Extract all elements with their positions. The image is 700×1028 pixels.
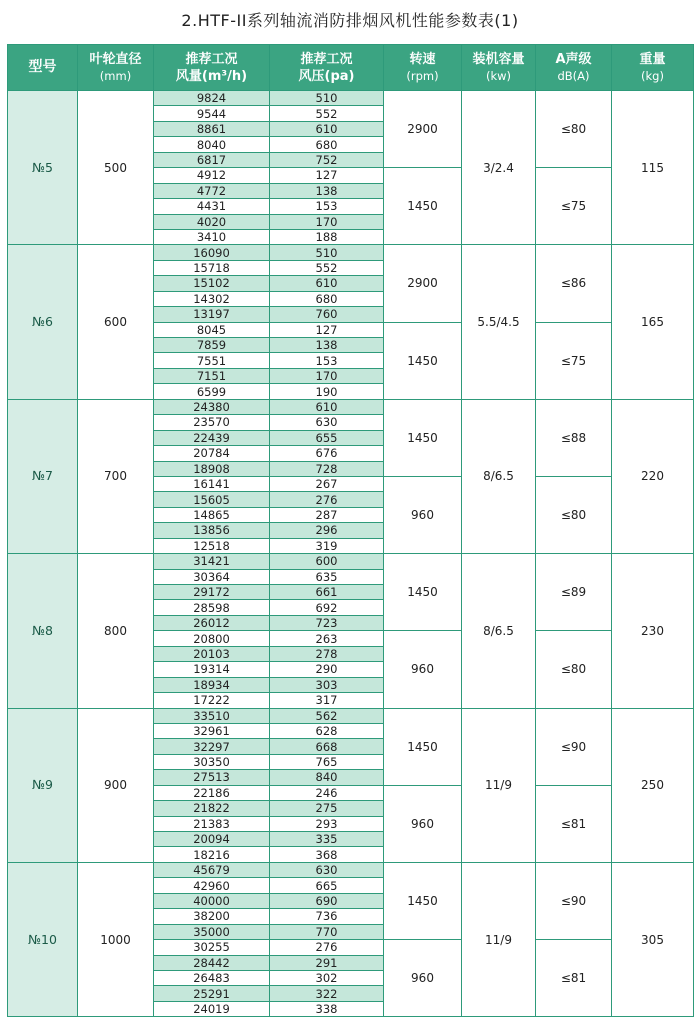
- flow-cell: 14302: [154, 291, 270, 306]
- header-weight: [612, 45, 694, 91]
- header-power: [462, 45, 536, 91]
- pressure-cell: 630: [270, 862, 384, 877]
- flow-cell: 13856: [154, 523, 270, 538]
- table-row: [8, 245, 694, 260]
- flow-cell: 20103: [154, 646, 270, 661]
- pressure-cell: 630: [270, 415, 384, 430]
- flow-cell: 28442: [154, 955, 270, 970]
- flow-cell: 8040: [154, 137, 270, 152]
- pressure-cell: 765: [270, 754, 384, 769]
- pressure-cell: 562: [270, 708, 384, 723]
- flow-cell: 15605: [154, 492, 270, 507]
- speed-cell: 960: [384, 785, 462, 862]
- pressure-cell: 293: [270, 816, 384, 831]
- noise-cell: ≤80: [536, 91, 612, 168]
- noise-cell: ≤80: [536, 631, 612, 708]
- speed-cell: 960: [384, 631, 462, 708]
- header-flow: [154, 45, 270, 91]
- flow-cell: 18908: [154, 461, 270, 476]
- flow-cell: 13197: [154, 307, 270, 322]
- flow-cell: 7859: [154, 338, 270, 353]
- noise-cell: ≤88: [536, 399, 612, 476]
- power-cell: 5.5/4.5: [462, 245, 536, 399]
- noise-cell: ≤80: [536, 476, 612, 553]
- flow-cell: 7151: [154, 368, 270, 383]
- flow-cell: 45679: [154, 862, 270, 877]
- flow-cell: 42960: [154, 878, 270, 893]
- pressure-cell: 317: [270, 693, 384, 708]
- flow-cell: 26012: [154, 615, 270, 630]
- speed-cell: 960: [384, 476, 462, 553]
- flow-cell: 17222: [154, 693, 270, 708]
- pressure-cell: 510: [270, 91, 384, 106]
- speed-cell: 2900: [384, 245, 462, 322]
- pressure-cell: 319: [270, 538, 384, 553]
- pressure-cell: 276: [270, 940, 384, 955]
- pressure-cell: 610: [270, 121, 384, 136]
- flow-cell: 7551: [154, 353, 270, 368]
- header-flow-label: 推荐工况: [185, 51, 238, 67]
- flow-cell: 8045: [154, 322, 270, 337]
- header-power-label: 装机容量: [472, 51, 525, 67]
- header-weight-label: 重量: [639, 51, 666, 67]
- pressure-cell: 303: [270, 677, 384, 692]
- flow-cell: 4431: [154, 199, 270, 214]
- flow-cell: 6599: [154, 384, 270, 399]
- pressure-cell: 246: [270, 785, 384, 800]
- table-row: [8, 554, 694, 569]
- table-row: [8, 708, 694, 723]
- flow-cell: 22439: [154, 430, 270, 445]
- pressure-cell: 676: [270, 446, 384, 461]
- speed-cell: 1450: [384, 862, 462, 939]
- power-cell: 8/6.5: [462, 399, 536, 553]
- pressure-cell: 170: [270, 368, 384, 383]
- pressure-cell: 728: [270, 461, 384, 476]
- speed-cell: 1450: [384, 322, 462, 399]
- noise-cell: ≤86: [536, 245, 612, 322]
- pressure-cell: 655: [270, 430, 384, 445]
- flow-cell: 15718: [154, 260, 270, 275]
- pressure-cell: 291: [270, 955, 384, 970]
- speed-cell: 960: [384, 940, 462, 1017]
- page-title: 2.HTF-II系列轴流消防排烟风机性能参数表(1): [181, 11, 519, 30]
- flow-cell: 21822: [154, 801, 270, 816]
- header-model: [8, 45, 78, 91]
- flow-cell: 25291: [154, 986, 270, 1001]
- pressure-cell: 276: [270, 492, 384, 507]
- header-row: [8, 45, 694, 91]
- diameter-cell: 800: [78, 554, 154, 708]
- table-row: [8, 399, 694, 414]
- header-noise-unit: dB(A): [557, 68, 590, 83]
- pressure-cell: 610: [270, 276, 384, 291]
- model-cell: №5: [8, 91, 78, 245]
- table-row: [8, 862, 694, 877]
- header-noise-label: A声级: [555, 51, 592, 67]
- pressure-cell: 665: [270, 878, 384, 893]
- flow-cell: 21383: [154, 816, 270, 831]
- pressure-cell: 552: [270, 260, 384, 275]
- flow-cell: 22186: [154, 785, 270, 800]
- noise-cell: ≤90: [536, 708, 612, 785]
- pressure-cell: 723: [270, 615, 384, 630]
- pressure-cell: 267: [270, 476, 384, 491]
- flow-cell: 40000: [154, 893, 270, 908]
- pressure-cell: 275: [270, 801, 384, 816]
- flow-cell: 30350: [154, 754, 270, 769]
- model-cell: №6: [8, 245, 78, 399]
- pressure-cell: 296: [270, 523, 384, 538]
- pressure-cell: 127: [270, 168, 384, 183]
- pressure-cell: 661: [270, 585, 384, 600]
- header-flow-sub: 风量(m³/h): [175, 68, 248, 84]
- header-power-unit: (kw): [485, 68, 512, 83]
- flow-cell: 8861: [154, 121, 270, 136]
- pressure-cell: 287: [270, 507, 384, 522]
- pressure-cell: 770: [270, 924, 384, 939]
- flow-cell: 24380: [154, 399, 270, 414]
- flow-cell: 14865: [154, 507, 270, 522]
- pressure-cell: 302: [270, 970, 384, 985]
- flow-cell: 33510: [154, 708, 270, 723]
- flow-cell: 12518: [154, 538, 270, 553]
- speed-cell: 1450: [384, 554, 462, 631]
- flow-cell: 15102: [154, 276, 270, 291]
- pressure-cell: 552: [270, 106, 384, 121]
- model-cell: №10: [8, 862, 78, 1016]
- flow-cell: 16141: [154, 476, 270, 491]
- speed-cell: 1450: [384, 168, 462, 245]
- flow-cell: 35000: [154, 924, 270, 939]
- flow-cell: 28598: [154, 600, 270, 615]
- pressure-cell: 680: [270, 137, 384, 152]
- header-diameter-label: 叶轮直径: [89, 51, 142, 67]
- flow-cell: 29172: [154, 585, 270, 600]
- flow-cell: 4912: [154, 168, 270, 183]
- pressure-cell: 668: [270, 739, 384, 754]
- diameter-cell: 900: [78, 708, 154, 862]
- pressure-cell: 752: [270, 152, 384, 167]
- table-row: [8, 91, 694, 106]
- header-pressure-label: 推荐工况: [300, 51, 353, 67]
- model-cell: №7: [8, 399, 78, 553]
- pressure-cell: 138: [270, 338, 384, 353]
- flow-cell: 20784: [154, 446, 270, 461]
- flow-cell: 23570: [154, 415, 270, 430]
- header-speed-label: 转速: [409, 51, 436, 67]
- pressure-cell: 290: [270, 662, 384, 677]
- pressure-cell: 127: [270, 322, 384, 337]
- diameter-cell: 500: [78, 91, 154, 245]
- weight-cell: 250: [612, 708, 694, 862]
- header-pressure-sub: 风压(pa): [298, 68, 355, 84]
- power-cell: 3/2.4: [462, 91, 536, 245]
- flow-cell: 30255: [154, 940, 270, 955]
- pressure-cell: 138: [270, 183, 384, 198]
- flow-cell: 19314: [154, 662, 270, 677]
- diameter-cell: 700: [78, 399, 154, 553]
- pressure-cell: 610: [270, 399, 384, 414]
- flow-cell: 9544: [154, 106, 270, 121]
- weight-cell: 115: [612, 91, 694, 245]
- pressure-cell: 510: [270, 245, 384, 260]
- flow-cell: 4020: [154, 214, 270, 229]
- flow-cell: 6817: [154, 152, 270, 167]
- header-model-label: 型号: [28, 59, 57, 75]
- header-diameter-unit: (mm): [99, 68, 132, 83]
- pressure-cell: 760: [270, 307, 384, 322]
- flow-cell: 31421: [154, 554, 270, 569]
- flow-cell: 20094: [154, 832, 270, 847]
- noise-cell: ≤75: [536, 322, 612, 399]
- fan-parameter-table: [7, 44, 694, 1017]
- flow-cell: 20800: [154, 631, 270, 646]
- pressure-cell: 635: [270, 569, 384, 584]
- speed-cell: 2900: [384, 91, 462, 168]
- header-speed: [384, 45, 462, 91]
- pressure-cell: 170: [270, 214, 384, 229]
- pressure-cell: 368: [270, 847, 384, 862]
- power-cell: 11/9: [462, 708, 536, 862]
- header-diameter: [78, 45, 154, 91]
- header-noise: [536, 45, 612, 91]
- noise-cell: ≤90: [536, 862, 612, 939]
- power-cell: 11/9: [462, 862, 536, 1016]
- pressure-cell: 188: [270, 229, 384, 244]
- pressure-cell: 322: [270, 986, 384, 1001]
- header-speed-unit: (rpm): [406, 68, 439, 83]
- noise-cell: ≤89: [536, 554, 612, 631]
- speed-cell: 1450: [384, 708, 462, 785]
- flow-cell: 27513: [154, 770, 270, 785]
- weight-cell: 220: [612, 399, 694, 553]
- diameter-cell: 1000: [78, 862, 154, 1016]
- flow-cell: 30364: [154, 569, 270, 584]
- pressure-cell: 153: [270, 199, 384, 214]
- pressure-cell: 840: [270, 770, 384, 785]
- flow-cell: 26483: [154, 970, 270, 985]
- noise-cell: ≤81: [536, 785, 612, 862]
- flow-cell: 9824: [154, 91, 270, 106]
- model-cell: №9: [8, 708, 78, 862]
- noise-cell: ≤81: [536, 940, 612, 1017]
- weight-cell: 230: [612, 554, 694, 708]
- header-weight-unit: (kg): [641, 68, 664, 83]
- noise-cell: ≤75: [536, 168, 612, 245]
- pressure-cell: 600: [270, 554, 384, 569]
- pressure-cell: 263: [270, 631, 384, 646]
- pressure-cell: 190: [270, 384, 384, 399]
- flow-cell: 16090: [154, 245, 270, 260]
- flow-cell: 4772: [154, 183, 270, 198]
- power-cell: 8/6.5: [462, 554, 536, 708]
- pressure-cell: 680: [270, 291, 384, 306]
- weight-cell: 305: [612, 862, 694, 1016]
- pressure-cell: 628: [270, 723, 384, 738]
- pressure-cell: 335: [270, 832, 384, 847]
- pressure-cell: 692: [270, 600, 384, 615]
- flow-cell: 18934: [154, 677, 270, 692]
- pressure-cell: 153: [270, 353, 384, 368]
- flow-cell: 18216: [154, 847, 270, 862]
- pressure-cell: 278: [270, 646, 384, 661]
- flow-cell: 32297: [154, 739, 270, 754]
- table-body: [8, 91, 694, 1017]
- pressure-cell: 338: [270, 1001, 384, 1016]
- header-pressure: [270, 45, 384, 91]
- speed-cell: 1450: [384, 399, 462, 476]
- flow-cell: 24019: [154, 1001, 270, 1016]
- pressure-cell: 690: [270, 893, 384, 908]
- model-cell: №8: [8, 554, 78, 708]
- diameter-cell: 600: [78, 245, 154, 399]
- flow-cell: 32961: [154, 723, 270, 738]
- pressure-cell: 736: [270, 909, 384, 924]
- flow-cell: 38200: [154, 909, 270, 924]
- weight-cell: 165: [612, 245, 694, 399]
- flow-cell: 3410: [154, 229, 270, 244]
